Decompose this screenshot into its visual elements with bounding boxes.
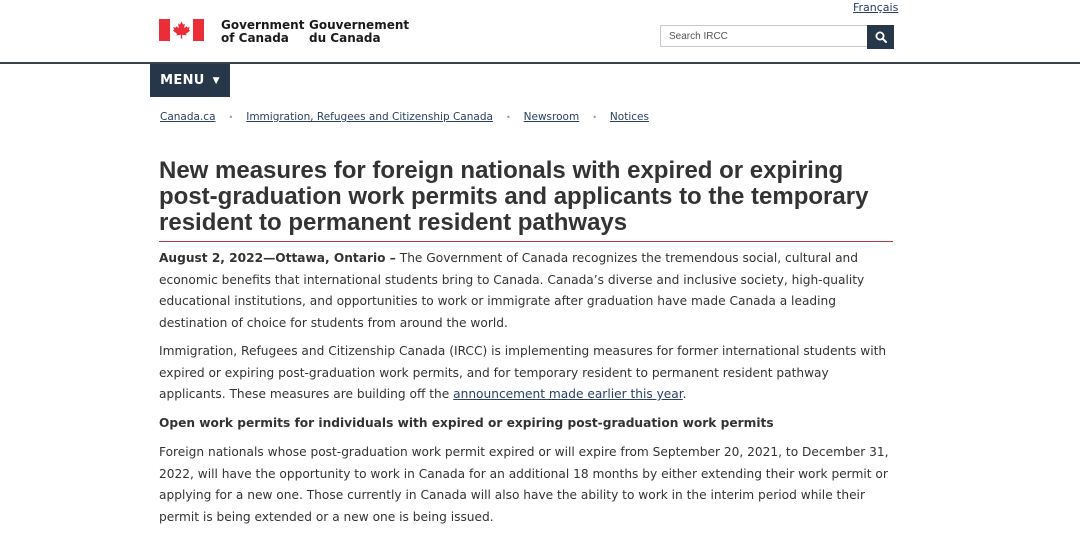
article-paragraph: Foreign nationals whose post-graduation work permit expired or will expire from September 20, 2021, to December 31, 2022, will have the opportunity to work in Canada for an additional 18 months by either extending their work permit or applying for a new one. Those currently in Canada will also have the ability to work in the interim period while their permit is being extended or a new one is being issued. bbox=[159, 445, 889, 524]
government-of-canada-logo[interactable] bbox=[159, 19, 409, 45]
breadcrumb-separator-icon: • bbox=[592, 112, 597, 122]
title-divider bbox=[159, 241, 893, 242]
breadcrumb bbox=[160, 111, 649, 123]
breadcrumb-link-ircc[interactable]: Immigration, Refugees and Citizenship Canada bbox=[246, 111, 493, 123]
breadcrumb-link-notices[interactable]: Notices bbox=[609, 111, 649, 123]
wordmark-french bbox=[309, 19, 409, 45]
breadcrumb-separator-icon: • bbox=[228, 112, 234, 122]
article-paragraph bbox=[159, 248, 889, 334]
chevron-down-icon: ▼ bbox=[212, 75, 220, 86]
wordmark-en-line2: of Canada bbox=[221, 31, 289, 45]
paragraph-text: Immigration, Refugees and Citizenship Canada (IRCC) is implementing measures for former international students with expired or expiring post-graduation work permits, and for temporary resident to permanent resident pathway applicants. These measures are building off the bbox=[159, 344, 887, 401]
wordmark-fr-line1: Gouvernement bbox=[309, 18, 410, 32]
search-icon bbox=[875, 31, 887, 43]
section-heading: Open work permits for individuals with expired or expiring post-graduation work permits bbox=[159, 415, 774, 430]
menu-label: MENU bbox=[160, 73, 205, 88]
paragraph-text: . bbox=[682, 387, 687, 401]
search-input[interactable] bbox=[660, 25, 867, 47]
breadcrumb-link-canada[interactable]: Canada.ca bbox=[160, 111, 216, 123]
announcement-link[interactable]: announcement made earlier this year bbox=[453, 387, 683, 401]
language-toggle-link[interactable]: Français bbox=[853, 1, 899, 14]
wordmark-fr-line2: du Canada bbox=[309, 31, 381, 45]
breadcrumb-link-newsroom[interactable]: Newsroom bbox=[523, 111, 580, 123]
wordmark-english bbox=[221, 19, 309, 45]
article-paragraph bbox=[159, 341, 889, 406]
paragraph-text: The Government of Canada recognizes the tremendous social, cultural and economic benefits that international students bring to Canada. Canada’s diverse and inclusive society, high-quality educational institutions, and opportunities to work or immigrate after graduation have made Canada a leading destination of choice for students from around the world. bbox=[159, 251, 865, 330]
search-form bbox=[660, 25, 894, 49]
dateline: August 2, 2022—Ottawa, Ontario – bbox=[159, 251, 396, 265]
menu-button[interactable] bbox=[150, 64, 230, 97]
search-button[interactable] bbox=[867, 25, 894, 49]
site-header bbox=[0, 0, 1080, 64]
page-title: New measures for foreign nationals with expired or expiring post-graduation work permits and applicants to the temporary resident to permanent resident pathways bbox=[159, 157, 869, 236]
wordmark-en-line1: Government bbox=[221, 18, 305, 32]
article-body bbox=[159, 248, 889, 535]
canada-flag-icon bbox=[159, 19, 204, 41]
breadcrumb-separator-icon: • bbox=[505, 112, 511, 122]
